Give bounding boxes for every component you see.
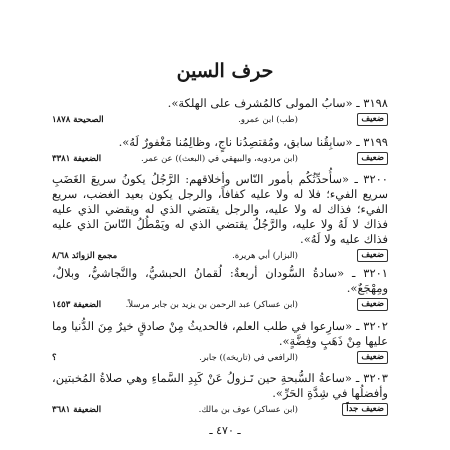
hadith-reference: الضعيفة ١٤٥٣	[52, 300, 102, 310]
hadith-text: ٣٢٠٣ ـ «ساعةُ السُّبحةِ حين تَـزولُ عَنْ كَبِدِ السَّماءِ وهي صلاةُ المُخبتين، وأفضلُها في شِدَّةِ الحَرِّ».	[52, 371, 388, 400]
hadith-reference: ؟	[52, 353, 57, 363]
grade-badge: ضعيف	[357, 113, 388, 126]
hadith-source: (ابن مردويه، والبيهقي في (البعث)) عن عمر.	[141, 154, 298, 164]
hadith-meta	[52, 113, 388, 127]
hadith-source: (ابن عساكر) عوف بن مالك.	[198, 405, 298, 415]
grade-badge: ضعيف	[357, 298, 388, 311]
hadith-entry	[52, 319, 388, 365]
hadith-source: (طب) ابن عمرو.	[238, 115, 298, 125]
hadith-meta	[52, 249, 388, 263]
hadith-source: (ابن عساكر) عبد الرحمن بن يزيد بن جابر مرسلاً.	[125, 300, 298, 310]
hadith-source: (الرافعي في (تاريخه)) جابر.	[199, 353, 298, 363]
hadith-meta	[52, 152, 388, 166]
hadith-meta	[52, 298, 388, 312]
hadith-entry	[52, 96, 388, 127]
page-number: ـ ٤٧٠ ـ	[209, 424, 241, 437]
hadith-entry	[52, 135, 388, 166]
hadith-reference: الصحيحة ١٨٧٨	[52, 115, 104, 125]
hadith-entry	[52, 266, 388, 312]
hadith-text: ٣٢٠٠ ـ «سأُحدِّثُكُم بأمور النّاس وأخلاقهم: الرَّجُلُ يكونُ سريعَ الغَضَبِ سريع الفيء؛ فلا له ولا عليه كفافاً، والرجل يكون بعيد الغضب، سريع الفيء؛ فذاك له ولا عليه، والرجل يقتضي الذي له ويقضي الذي عليه فذاك لا لَهُ ولا عليه، والرَّجُلُ يقتضي الذي له ويَمْطُلُ النّاسَ الذي عليه فذاك عليه ولا لَهُ».	[52, 172, 388, 246]
grade-badge: ضعيف جداً	[342, 403, 388, 416]
hadith-reference: الضعيفة ٣٦٨١	[52, 405, 102, 415]
hadith-text: ٣٢٠١ ـ «سادةُ السُّودان أربعةٌ: لُقمانُ الحبشيُّ، والنَّجاشيُّ، وبلالٌ، ومِهْجَعٌ».	[52, 266, 388, 295]
hadith-meta	[52, 403, 388, 417]
hadith-reference: مجمع الزوائد ٨/٦٨	[52, 251, 118, 261]
hadith-text: ٣١٩٩ ـ «سابِقُنا سابق، ومُقتصِدُنا ناجٍ، وظالِمُنا مَغْفورٌ لَهُ».	[118, 135, 388, 149]
grade-badge: ضعيف	[357, 152, 388, 165]
hadith-text: ٣١٩٨ ـ «سابُ المولى كالمُشرف على الهلكة».	[167, 96, 388, 110]
hadith-text: ٣٢٠٢ ـ «سارِعوا في طلب العلم، فالحديثُ مِنْ صادقٍ خيرٌ مِنَ الدُّنيا وما عليها مِنْ ذَهَبٍ وفِضَّةٍ».	[52, 319, 388, 348]
hadith-entry	[52, 371, 388, 417]
hadith-entry	[52, 172, 388, 263]
grade-badge: ضعيف	[357, 351, 388, 364]
hadith-reference: الضعيفة ٣٣٨١	[52, 154, 102, 164]
hadith-meta	[52, 351, 388, 365]
grade-badge: ضعيف	[357, 249, 388, 262]
section-title: حرف السين	[176, 60, 274, 82]
hadith-source: (البزار) أبي هريرة.	[232, 251, 298, 261]
